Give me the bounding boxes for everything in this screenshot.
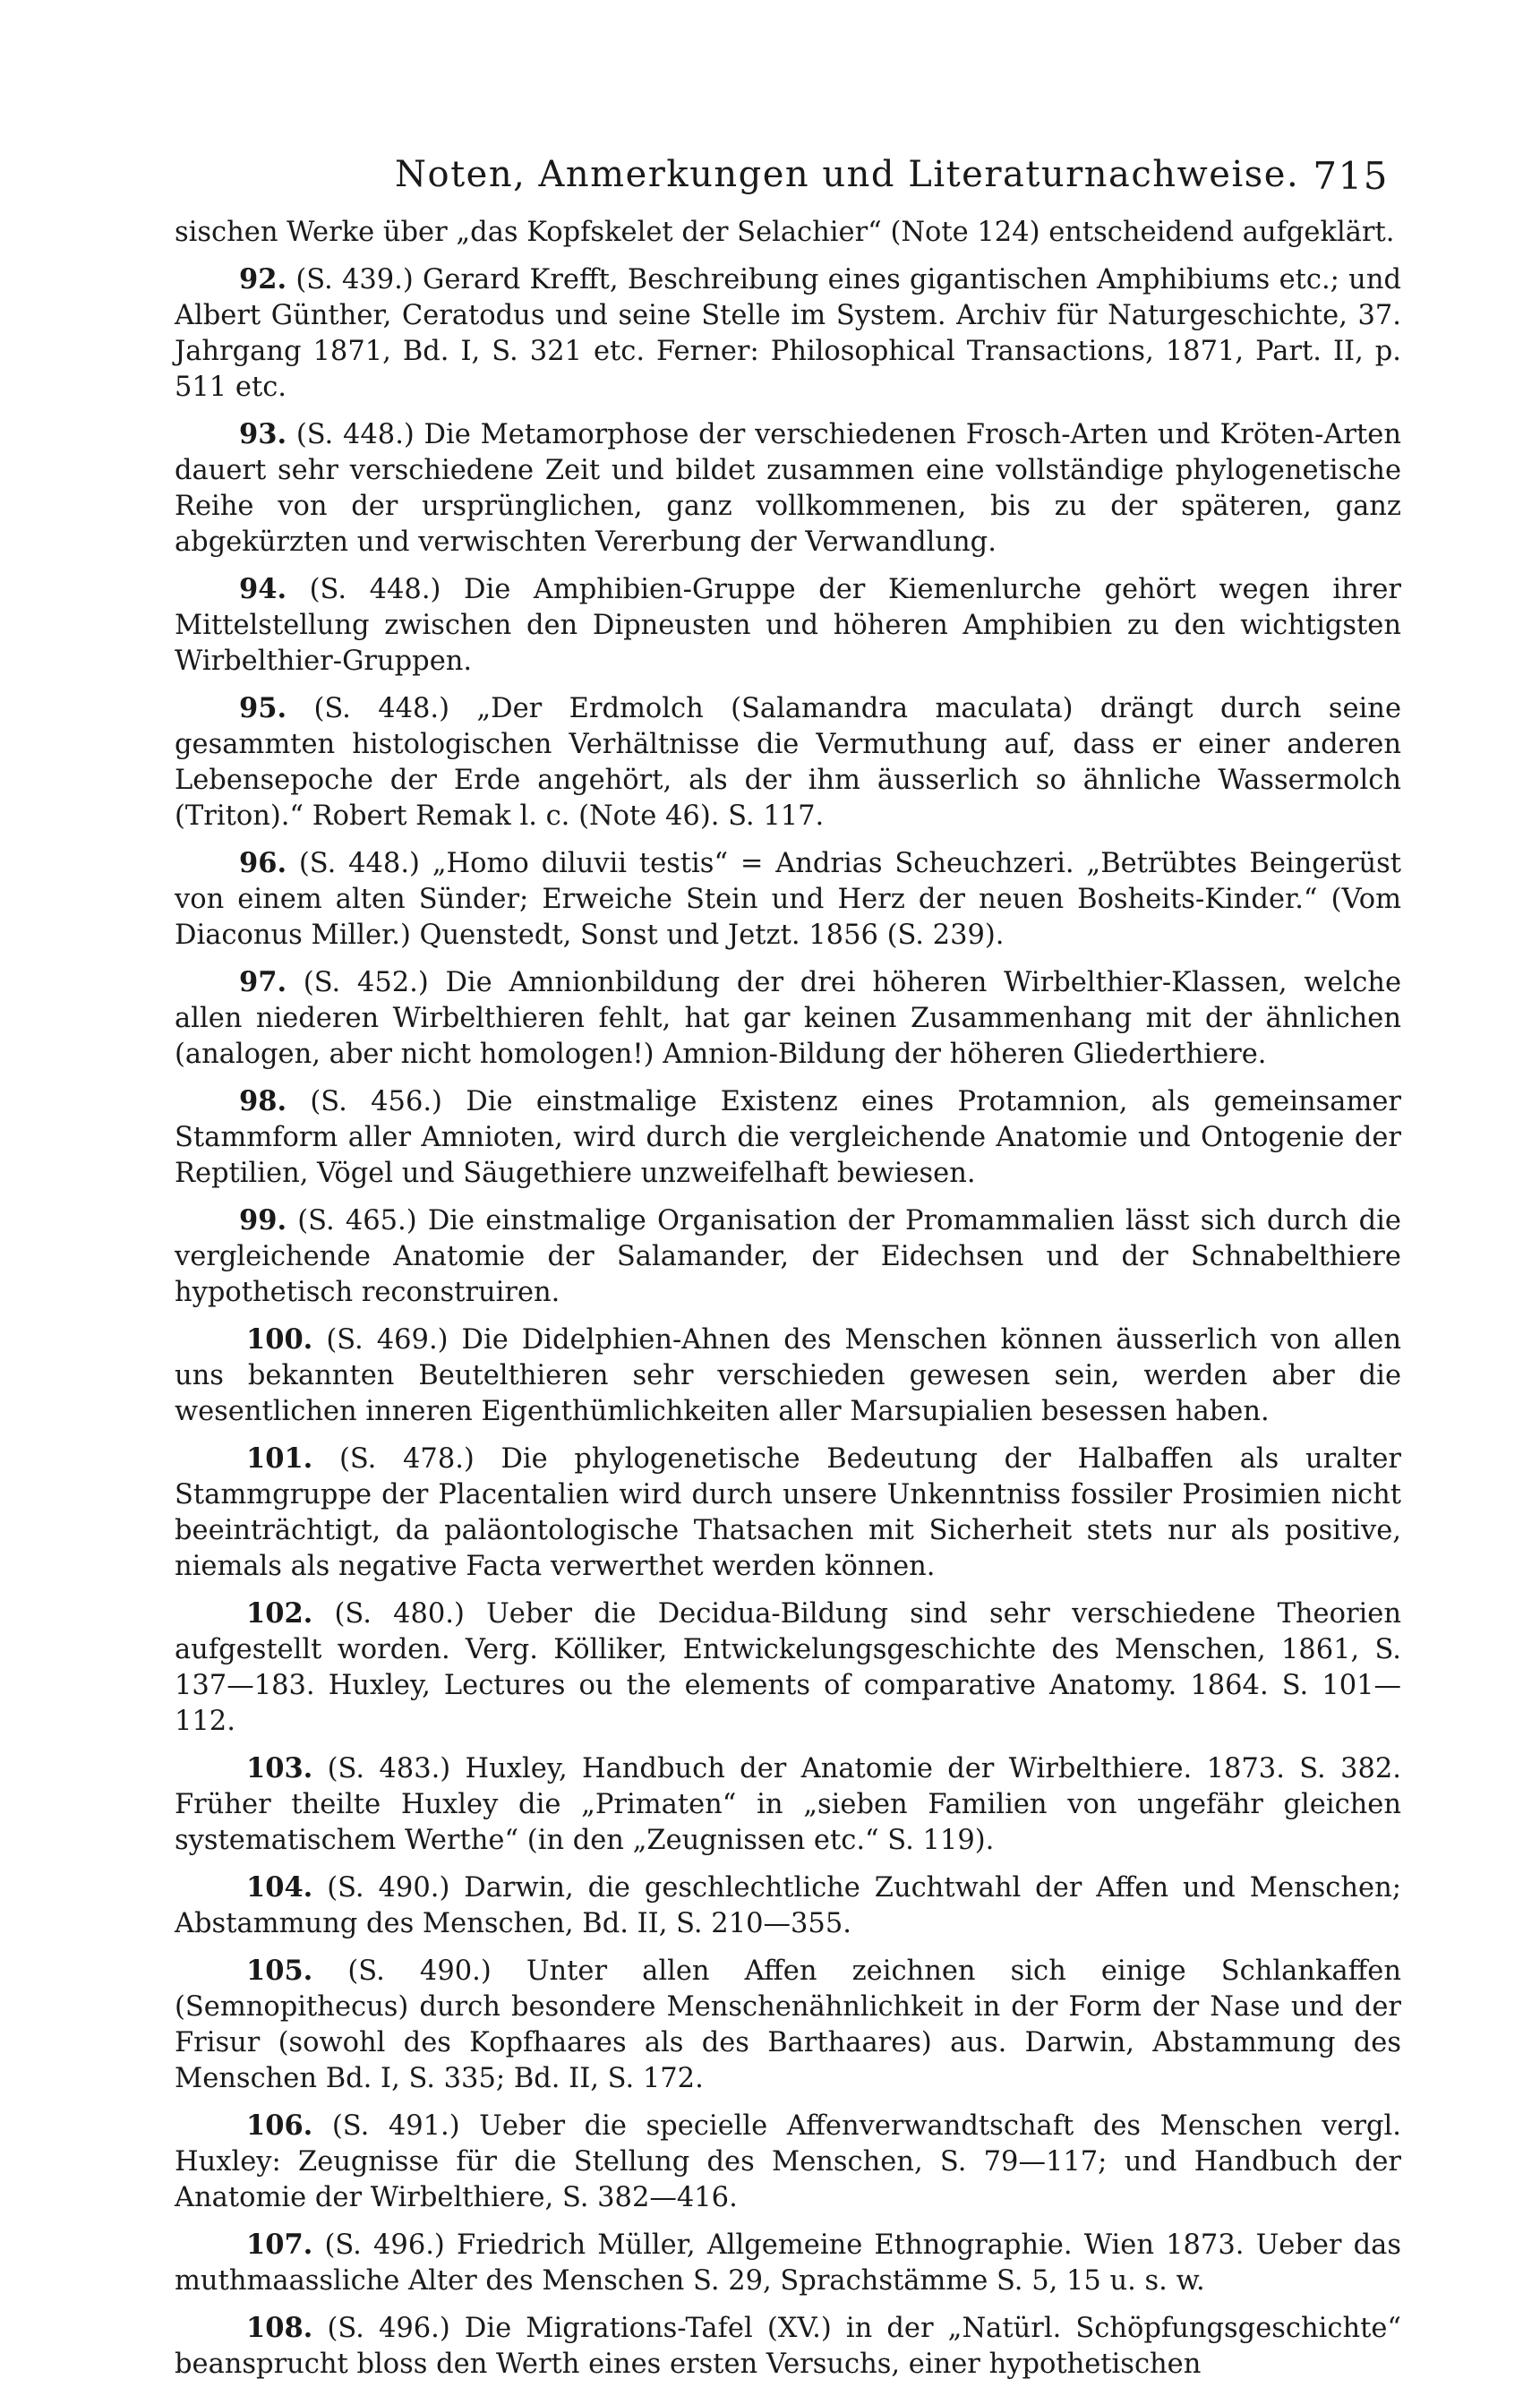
note-number: 99. (239, 1204, 287, 1237)
note-text: (S. 448.) Die Metamorphose der verschiedenen Frosch-Arten und Kröten-Arten dauert sehr verschiedene Zeit und bildet zusammen eine vollständige phylogenetische Reihe von der ursprünglichen, ganz vollkommenen, bis zu der späteren, ganz abgekürzten und verwischten Vererbung der Verwandlung. (175, 419, 1401, 558)
note-107 (175, 2227, 1401, 2299)
note-text: sischen Werke über „das Kopfskelet der Selachier“ (Note 124) entscheidend aufgeklärt. (175, 217, 1395, 248)
note-text: (S. 490.) Unter allen Affen zeichnen sich einige Schlankaffen (Semnopithecus) durch besondere Menschenähnlichkeit in der Form der Nase und der Frisur (sowohl des Kopfhaares als des Barthaares) aus. Darwin, Abstammung des Menschen Bd. I, S. 335; Bd. II, S. 172. (175, 1955, 1401, 2094)
note-99 (175, 1202, 1401, 1311)
note-text: (S. 490.) Darwin, die geschlechtliche Zuchtwahl der Affen und Menschen; Abstammung des Menschen, Bd. II, S. 210—355. (175, 1872, 1401, 1939)
running-head-title: Noten, Anmerkungen und Literaturnachweise. (395, 154, 1300, 195)
note-text: (S. 480.) Ueber die Decidua-Bildung sind sehr verschiedene Theorien aufgestellt worden. Verg. Kölliker, Entwickelungsgeschichte des Menschen, 1861, S. 137—183. Huxley, Lectures ou the elements of comparative Anatomy. 1864. S. 101—112. (175, 1598, 1401, 1737)
note-101 (175, 1441, 1401, 1585)
note-number: 94. (239, 573, 287, 605)
note-number: 92. (239, 263, 287, 295)
note-105 (175, 1953, 1401, 2097)
note-100 (175, 1322, 1401, 1430)
note-text: (S. 439.) Gerard Krefft, Beschreibung eines gigantischen Amphibiums etc.; und Albert Günther, Ceratodus und seine Stelle im System. Archiv für Naturgeschichte, 37. Jahrgang 1871, Bd. I, S. 321 etc. Ferner: Philosophical Transactions, 1871, Part. II, p. 511 etc. (175, 264, 1401, 403)
note-number: 104. (246, 1871, 313, 1904)
note-108 (175, 2310, 1401, 2383)
note-97 (175, 964, 1401, 1073)
note-104 (175, 1870, 1401, 1942)
note-95 (175, 690, 1401, 834)
note-text: (S. 465.) Die einstmalige Organisation der Promammalien lässt sich durch die vergleichende Anatomie der Salamander, der Eidechsen und der Schnabelthiere hypothetisch reconstruiren. (175, 1205, 1401, 1308)
note-text: (S. 452.) Die Amnionbildung der drei höheren Wirbelthier-Klassen, welche allen niederen Wirbelthieren fehlt, hat gar keinen Zusammenhang mit der ähnlichen (analogen, aber nicht homologen!) Amnion-Bildung der höheren Gliederthiere. (175, 967, 1401, 1070)
note-text: (S. 448.) „Homo diluvii testis“ = Andrias Scheuchzeri. „Betrübtes Beingerüst von einem alten Sünder; Erweiche Stein und Herz der neuen Bosheits-Kinder.“ (Vom Diaconus Miller.) Quenstedt, Sonst und Jetzt. 1856 (S. 239). (175, 848, 1402, 951)
note-text: (S. 483.) Huxley, Handbuch der Anatomie der Wirbelthiere. 1873. S. 382. Früher theilte Huxley die „Primaten“ in „sieben Familien von ungefähr gleichen systematischem Werthe“ (in den „Zeugnissen etc.“ S. 119). (175, 1753, 1401, 1856)
note-text: (S. 469.) Die Didelphien-Ahnen des Menschen können äusserlich von allen uns bekannten Beutelthieren sehr verschieden gewesen sein, werden aber die wesentlichen inneren Eigenthümlichkeiten aller Marsupialien besessen haben. (175, 1324, 1401, 1427)
note-94 (175, 571, 1401, 680)
note-number: 93. (239, 418, 287, 450)
note-102 (175, 1596, 1401, 1740)
note-106 (175, 2108, 1401, 2216)
note-number: 98. (239, 1085, 287, 1117)
note-text: (S. 496.) Die Migrations-Tafel (XV.) in der „Natürl. Schöpfungsgeschichte“ beansprucht bloss den Werth eines ersten Versuchs, einer hypothetischen (175, 2313, 1401, 2380)
note-number: 107. (246, 2229, 313, 2261)
note-number: 95. (239, 692, 287, 724)
note-text: (S. 456.) Die einstmalige Existenz eines Protamnion, als gemeinsamer Stammform aller Amnioten, wird durch die vergleichende Anatomie und Ontogenie der Reptilien, Vögel und Säugethiere unzweifelhaft bewiesen. (175, 1086, 1401, 1189)
note-98 (175, 1083, 1401, 1192)
note-text: (S. 448.) „Der Erdmolch (Salamandra maculata) drängt durch seine gesammten histologischen Verhältnisse die Vermuthung auf, dass er einer anderen Lebensepoche der Erde angehört, als der ihm äusserlich so ähnliche Wassermolch (Triton).“ Robert Remak l. c. (Note 46). S. 117. (175, 693, 1401, 832)
note-number: 100. (246, 1323, 313, 1356)
note-number: 97. (239, 966, 287, 998)
note-text: (S. 448.) Die Amphibien-Gruppe der Kiemenlurche gehört wegen ihrer Mittelstellung zwischen den Dipneusten und höheren Amphibien zu den wichtigsten Wirbelthier-Gruppen. (175, 574, 1401, 677)
note-continuation (175, 215, 1401, 251)
note-text: (S. 496.) Friedrich Müller, Allgemeine Ethnographie. Wien 1873. Ueber das muthmaassliche Alter des Menschen S. 29, Sprachstämme S. 5, 15 u. s. w. (175, 2229, 1401, 2297)
note-number: 96. (239, 847, 287, 879)
note-103 (175, 1750, 1401, 1859)
notes-list (175, 215, 1401, 2383)
note-number: 105. (246, 1955, 313, 1987)
note-92 (175, 261, 1401, 406)
note-number: 108. (246, 2312, 313, 2344)
note-text: (S. 478.) Die phylogenetische Bedeutung der Halbaffen als uralter Stammgruppe der Placentalien wird durch unsere Unkenntniss fossiler Prosimien nicht beeinträchtigt, da paläontologische Thatsachen mit Sicherheit stets nur als positive, niemals als negative Facta verwerthet werden können. (175, 1443, 1401, 1582)
note-96 (175, 845, 1401, 954)
note-number: 106. (246, 2109, 313, 2142)
book-page (175, 134, 1402, 2380)
note-number: 102. (246, 1597, 313, 1630)
page-number: 715 (1313, 154, 1389, 198)
note-93 (175, 416, 1401, 560)
note-number: 101. (246, 1442, 313, 1475)
note-number: 103. (246, 1752, 313, 1784)
running-head (175, 134, 1401, 215)
note-text: (S. 491.) Ueber die specielle Affenverwandtschaft des Menschen vergl. Huxley: Zeugnisse für die Stellung des Menschen, S. 79—117; und Handbuch der Anatomie der Wirbelthiere, S. 382—416. (175, 2110, 1401, 2213)
